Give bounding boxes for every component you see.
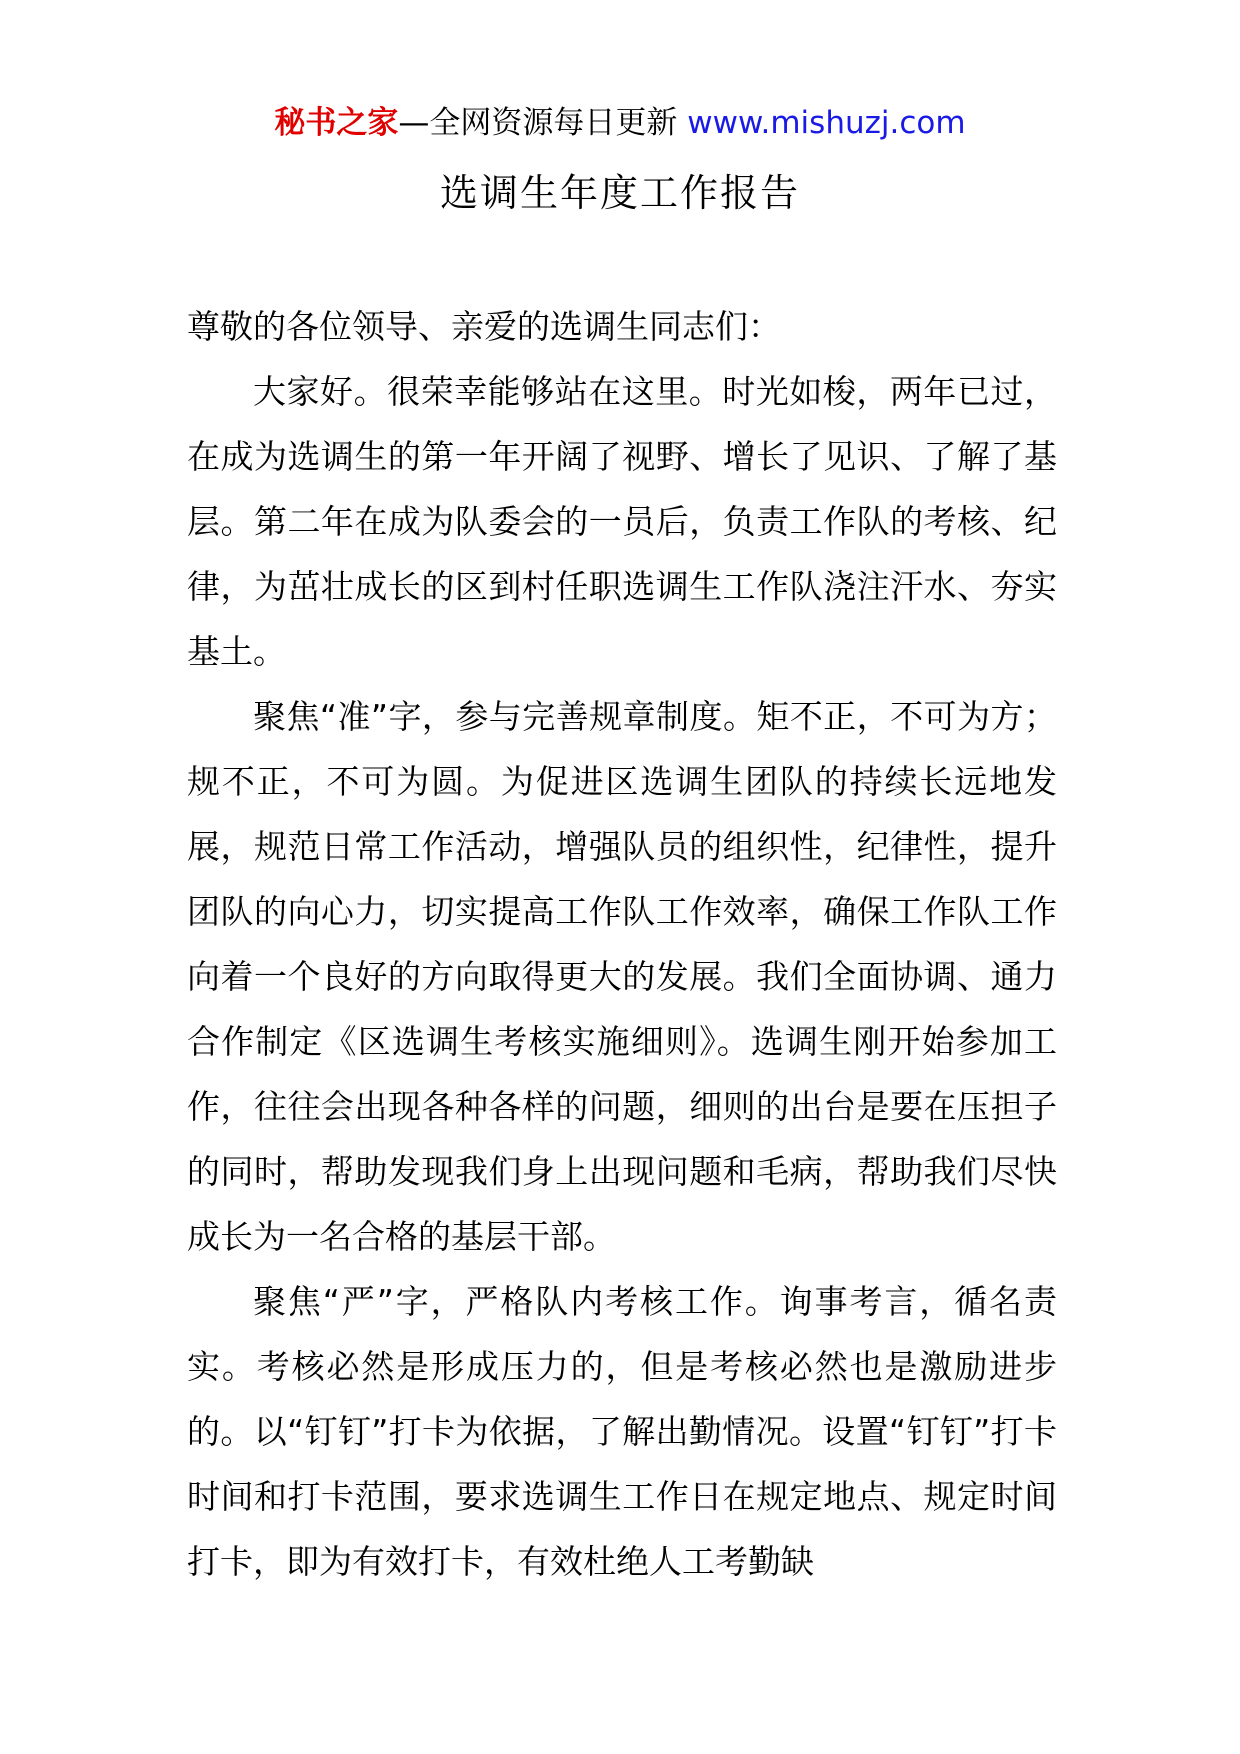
site-header-banner	[0, 100, 1240, 146]
body-paragraph: 大家好。很荣幸能够站在这里。时光如梭，两年已过，在成为选调生的第一年开阔了视野、增长了见识、了解了基层。第二年在成为队委会的一员后，负责工作队的考核、纪律，为茁壮成长的区到村任职选调生工作队浇注汗水、夯实基土。	[187, 372, 1057, 671]
body-paragraph: 聚焦“严”字，严格队内考核工作。询事考言，循名责实。考核必然是形成压力的，但是考核必然也是激励进步的。以“钉钉”打卡为依据，了解出勤情况。设置“钉钉”打卡时间和打卡范围，要求选调生工作日在规定地点、规定时间打卡，即为有效打卡，有效杜绝人工考勤缺	[187, 1282, 1057, 1581]
site-url-link[interactable]: www.mishuzj.com	[687, 105, 966, 141]
salutation: 尊敬的各位领导、亲爱的选调生同志们：	[187, 307, 781, 346]
document-title: 选调生年度工作报告	[439, 171, 800, 215]
body-paragraph: 聚焦“准”字，参与完善规章制度。矩不正，不可为方；规不正，不可为圆。为促进区选调生团队的持续长远地发展，规范日常工作活动，增强队员的组织性，纪律性，提升团队的向心力，切实提高工作队工作效率，确保工作队工作向着一个良好的方向取得更大的发展。我们全面协调、通力合作制定《区选调生考核实施细则》。选调生刚开始参加工作，往往会出现各种各样的问题，细则的出台是要在压担子的同时，帮助发现我们身上出现问题和毛病，帮助我们尽快成长为一名合格的基层干部。	[187, 697, 1057, 1256]
brand-name: 秘书之家	[274, 105, 399, 141]
document-body	[187, 294, 1057, 1594]
header-tagline: —全网资源每日更新	[398, 105, 688, 141]
